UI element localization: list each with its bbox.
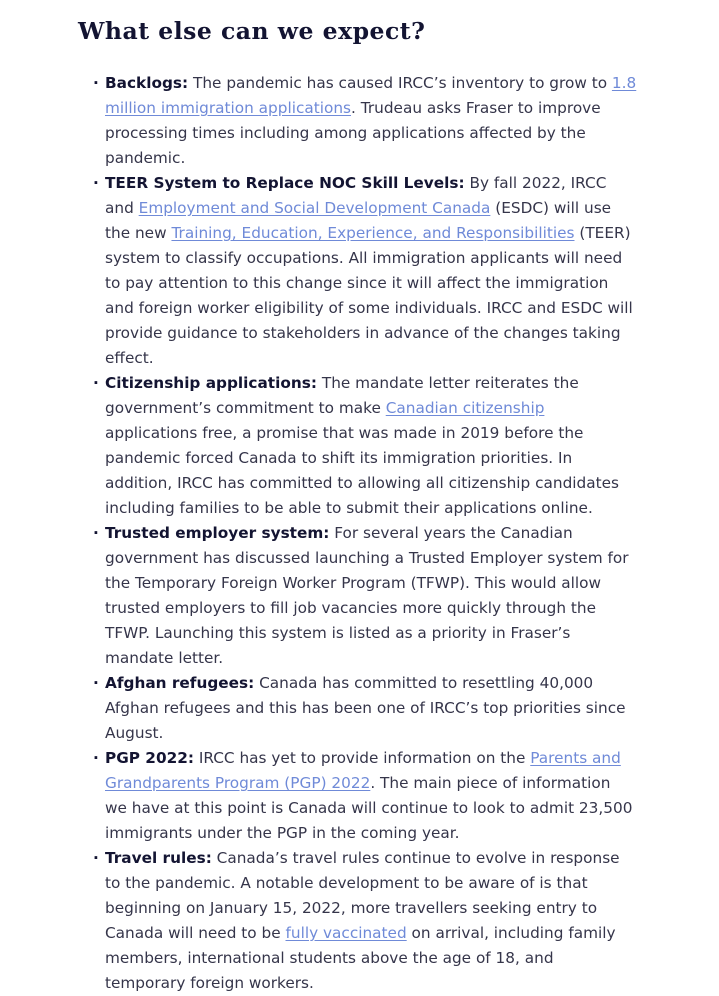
item-text: Canada’s travel rules continue to evolve in response to the pandemic. A notable development to be aware of is that beginning on January 15, 2022, more travellers seeking entry to Canada will need to be	[105, 849, 620, 942]
item-text: applications free, a promise that was made in 2019 before the pandemic forced Canada to shift its immigration priorities. In addition, IRCC has committed to allowing all citizenship candidates including families to be able to submit their applications online.	[105, 424, 620, 517]
inline-link[interactable]: Canadian citizenship	[385, 399, 545, 417]
item-text: IRCC has yet to provide information on the	[194, 749, 531, 767]
item-term: Citizenship applications:	[105, 374, 317, 392]
item-term: Trusted employer system:	[105, 524, 330, 542]
item-term: TEER System to Replace NOC Skill Levels:	[105, 174, 465, 192]
list-item	[93, 171, 637, 371]
list-item	[93, 846, 637, 996]
item-text: Canada has committed to resettling 40,000 Afghan refugees and this has been one of IRCC’s top priorities since August.	[105, 674, 626, 742]
item-text: The mandate letter reiterates the government’s commitment to make	[105, 374, 579, 417]
list-item	[93, 371, 637, 521]
item-text: . Trudeau asks Fraser to improve processing times including among applications affected by the pandemic.	[105, 99, 601, 167]
inline-link[interactable]: 1.8 million immigration applications	[105, 74, 637, 117]
bullet-dot-icon: ·	[93, 849, 99, 867]
item-text: For several years the Canadian government has discussed launching a Trusted Employer system for the Temporary Foreign Worker Program (TFWP). This would allow trusted employers to fill job vacancies more quickly through the TFWP. Launching this system is listed as a priority in Fraser’s mandate letter.	[105, 524, 629, 667]
section-heading: What else can we expect?	[78, 17, 426, 45]
bullet-dot-icon: ·	[93, 74, 99, 92]
bullet-list	[93, 71, 637, 996]
list-item	[93, 521, 637, 671]
item-term: PGP 2022:	[105, 749, 194, 767]
bullet-dot-icon: ·	[93, 174, 99, 192]
inline-link[interactable]: Training, Education, Experience, and Responsibilities	[171, 224, 575, 242]
item-text: The pandemic has caused IRCC’s inventory to grow to	[188, 74, 612, 92]
bullet-dot-icon: ·	[93, 374, 99, 392]
bullet-dot-icon: ·	[93, 524, 99, 542]
bullet-dot-icon: ·	[93, 749, 99, 767]
item-term: Backlogs:	[105, 74, 189, 92]
item-text: . The main piece of information we have at this point is Canada will continue to look to admit 23,500 immigrants under the PGP in the coming year.	[105, 774, 633, 842]
item-text: on arrival, including family members, international students above the age of 18, and temporary foreign workers.	[105, 924, 616, 992]
inline-link[interactable]: Employment and Social Development Canada	[138, 199, 491, 217]
inline-link[interactable]: Parents and Grandparents Program (PGP) 2022	[105, 749, 621, 792]
bullet-dot-icon: ·	[93, 674, 99, 692]
item-term: Afghan refugees:	[105, 674, 255, 692]
item-term: Travel rules:	[105, 849, 212, 867]
list-item	[93, 671, 637, 746]
item-text: (ESDC) will use the new	[105, 199, 612, 242]
list-item	[93, 746, 637, 846]
inline-link[interactable]: fully vaccinated	[285, 924, 407, 942]
list-item	[93, 71, 637, 171]
item-text: (TEER) system to classify occupations. All immigration applicants will need to pay attention to this change since it will affect the immigration and foreign worker eligibility of some individuals. IRCC and ESDC will provide guidance to stakeholders in advance of the changes taking effect.	[105, 224, 633, 367]
item-text: By fall 2022, IRCC and	[105, 174, 607, 217]
